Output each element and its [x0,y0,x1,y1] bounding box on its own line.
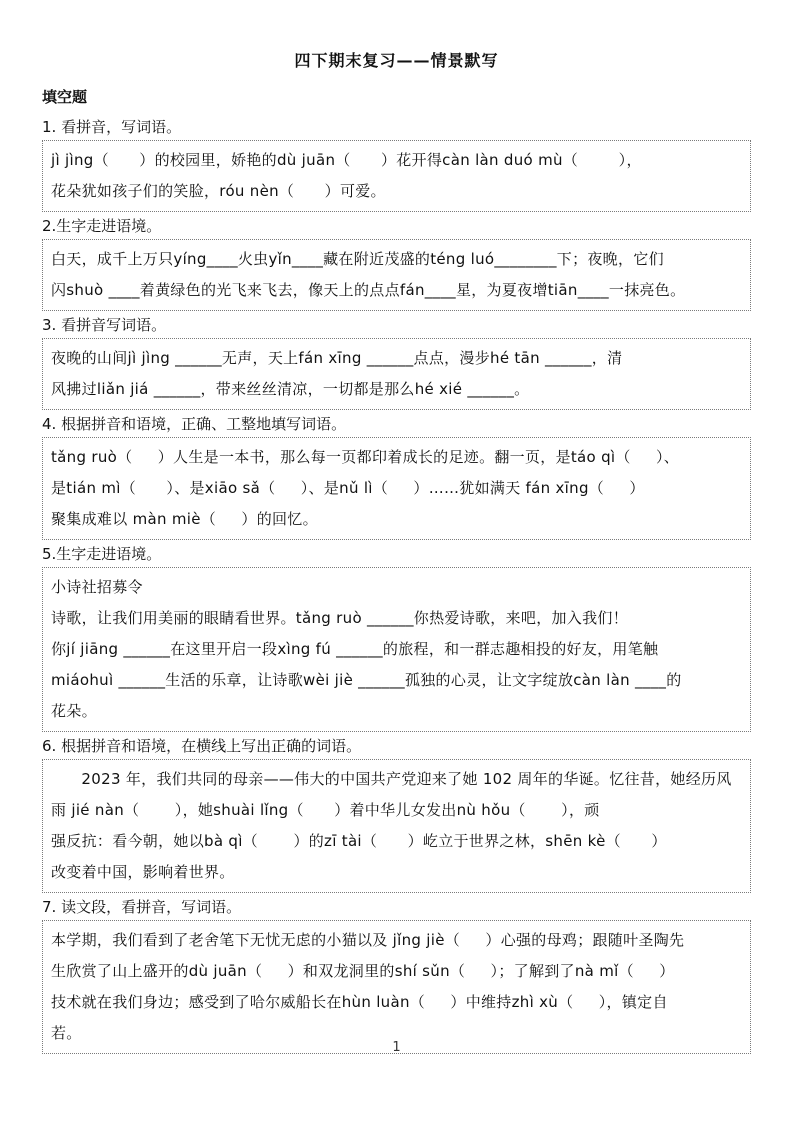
box-line: 改变着中国，影响着世界。 [51,863,235,881]
question-4 [42,414,751,540]
question-7-answer-box [42,920,751,1054]
question-3-prompt: 3. 看拼音写词语。 [42,316,167,334]
question-6 [42,736,751,893]
box-line: 闪shuò ____着黄绿色的光飞来飞去，像天上的点点fán____星，为夏夜增tiān____一抹亮色。 [51,281,686,299]
box-line: 花朵。 [51,702,97,720]
question-4-prompt: 4. 根据拼音和语境，正确、工整地填写词语。 [42,415,347,433]
question-2-answer-box [42,239,751,311]
box-line: 雨 jié nàn（ ），她shuài lǐng（ ）着中华儿女发出nù hǒu（ ），顽 [51,801,600,819]
box-line: 夜晚的山间jì jìng ______无声，天上fán xīng ______点点，漫步hé tān ______，清 [51,349,623,367]
box-line: tǎng ruò（ ）人生是一本书，那么每一页都印着成长的足迹。翻一页，是táo qì（ ）、 [51,448,680,466]
question-6-answer-box [42,759,751,893]
question-1-prompt: 1. 看拼音，写词语。 [42,118,182,136]
box-line: 本学期，我们看到了老舍笔下无忧无虑的小猫以及 jǐng jiè（ ）心强的母鸡；跟随叶圣陶先 [51,931,685,949]
box-line: 强反抗：看今朝，她以bà qì（ ）的zī tài（ ）屹立于世界之林，shēn kè（ ） [51,832,667,850]
question-2-prompt: 2.生字走进语境。 [42,217,162,235]
box-line: 风拂过liǎn jiá ______，带来丝丝清凉，一切都是那么hé xié ______。 [51,380,530,398]
question-5-prompt: 5.生字走进语境。 [42,545,162,563]
question-1-answer-box [42,140,751,212]
box-line: 技术就在我们身边；感受到了哈尔威船长在hùn luàn（ ）中维持zhì xù（ ），镇定自 [51,993,668,1011]
box-line: 你jí jiāng ______在这里开启一段xìng fú ______的旅程，和一群志趣相投的好友，用笔触 [51,640,659,658]
question-5-answer-box [42,567,751,732]
question-7 [42,897,751,1054]
box-line: jì jìng（ ）的校园里，娇艳的dù juān（ ）花开得càn làn duó mù（ ）， [51,151,642,169]
box-line: 聚集成难以 màn miè（ ）的回忆。 [51,510,318,528]
box-line: 若。 [51,1024,82,1042]
box-line: miáohuì ______生活的乐章，让诗歌wèi jiè ______孤独的心灵，让文字绽放càn làn ____的 [51,671,682,689]
question-1 [42,117,751,212]
section-heading: 填空题 [42,88,88,106]
question-7-prompt: 7. 读文段，看拼音，写词语。 [42,898,242,916]
box-line: 诗歌，让我们用美丽的眼睛看世界。tǎng ruò ______你热爱诗歌，来吧，加入我们！ [51,609,628,627]
page-title: 四下期末复习——情景默写 [294,51,499,70]
box-line: 花朵犹如孩子们的笑脸，róu nèn（ ）可爱。 [51,182,386,200]
box-line: 小诗社招募令 [51,578,143,596]
question-5 [42,544,751,732]
box-line: 生欣赏了山上盛开的dù juān（ ）和双龙洞里的shí sǔn（ ）；了解到了nà mǐ（ ） [51,962,675,980]
question-3-answer-box [42,338,751,410]
box-line: 白天，成千上万只yíng____火虫yǐn____藏在附近茂盛的téng luó________下；夜晚，它们 [51,250,664,268]
question-2 [42,216,751,311]
question-4-answer-box [42,437,751,540]
box-line: 2023 年，我们共同的母亲——伟大的中国共产党迎来了她 102 周年的华诞。忆往昔，她经历风 [51,770,732,788]
question-6-prompt: 6. 根据拼音和语境，在横线上写出正确的词语。 [42,737,362,755]
question-3 [42,315,751,410]
page-number: 1 [392,1040,401,1055]
box-line: 是tián mì（ ）、是xiāo sǎ（ ）、是nǔ lì（ ）……犹如满天 fán xīng（ ） [51,479,645,497]
